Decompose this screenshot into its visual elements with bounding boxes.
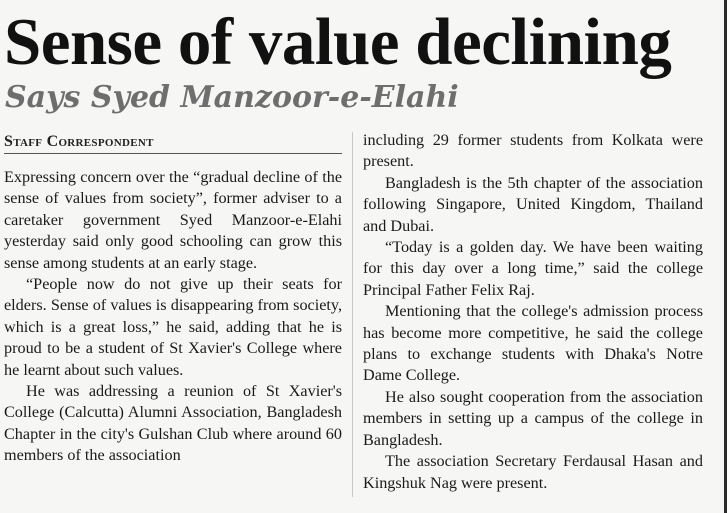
paragraph: “People now do not give up their seats for elders. Sense of values is disappearing from society, which is a great loss,” he said, adding that he is proud to be a student of St Xavier's College where he learnt about such values. bbox=[4, 275, 342, 379]
article-byline: Staff Correspondent bbox=[4, 133, 154, 150]
article-headline: Sense of value declining bbox=[4, 5, 672, 79]
paragraph: “Today is a golden day. We have been waiting for this day over a long time,” said the college Principal Father Felix Raj. bbox=[363, 238, 703, 299]
article-subheadline: Says Syed Manzoor-e-Elahi bbox=[5, 80, 459, 115]
article-column-right bbox=[363, 130, 703, 494]
article-column-left bbox=[4, 167, 342, 467]
paragraph: The association Secretary Ferdausal Hasan and Kingshuk Nag were present. bbox=[363, 452, 703, 492]
paragraph: He also sought cooperation from the association members in setting up a campus of the college in Bangladesh. bbox=[363, 387, 703, 449]
paragraph: Mentioning that the college's admission process has become more competitive, he said the college plans to exchange students with Dhaka's Notre Dame College. bbox=[363, 302, 703, 385]
paragraph: including 29 former students from Kolkata were present. bbox=[363, 131, 703, 171]
paragraph: He was addressing a reunion of St Xavier's College (Calcutta) Alumni Association, Bangladesh Chapter in the city's Gulshan Club where around 60 members of the association bbox=[4, 382, 342, 465]
paragraph: Bangladesh is the 5th chapter of the association following Singapore, United Kingdom, Thailand and Dubai. bbox=[363, 173, 703, 235]
byline-rule bbox=[4, 153, 342, 154]
column-divider bbox=[352, 132, 353, 497]
paragraph: Expressing concern over the “gradual decline of the sense of values from society”, former adviser to a caretaker government Syed Manzoor-e-Elahi yesterday said only good schooling can grow this sense among students at an early stage. bbox=[4, 168, 342, 272]
